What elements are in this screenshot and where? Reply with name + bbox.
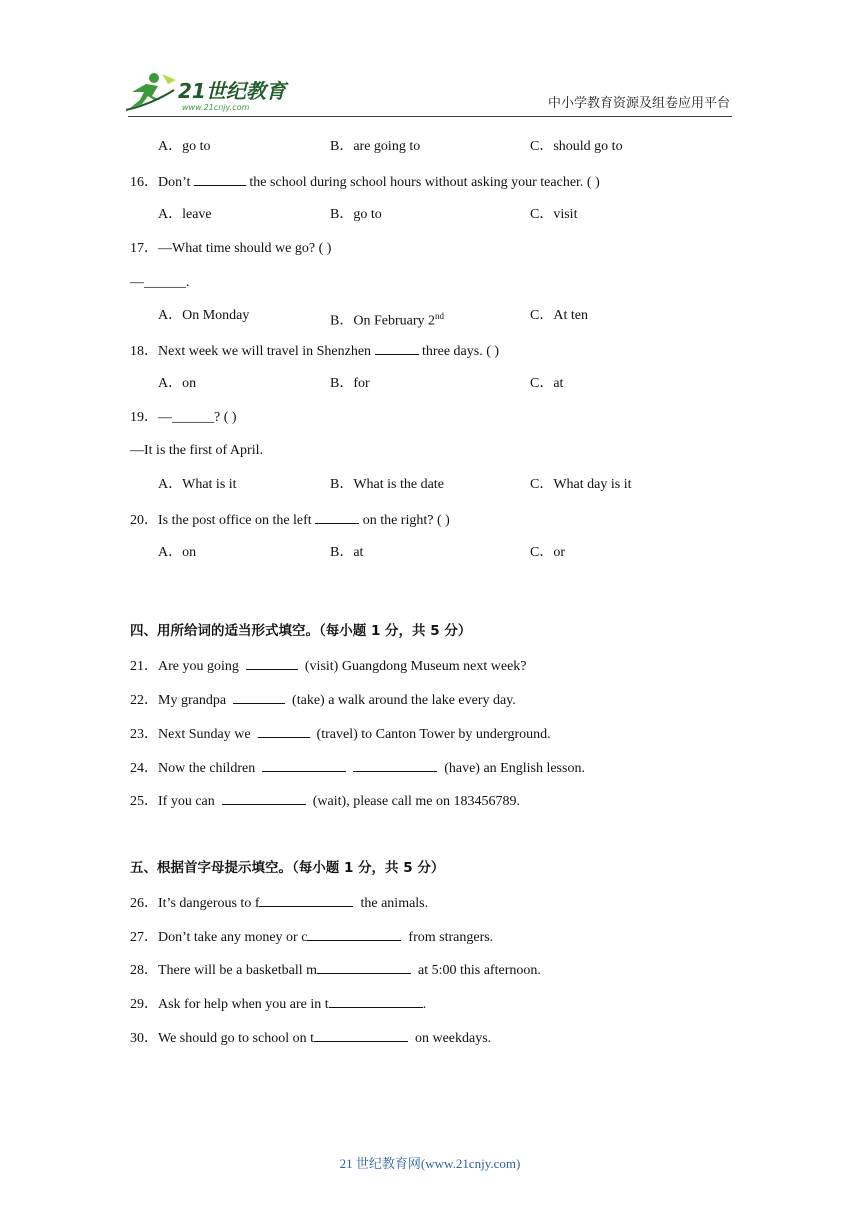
question-26: 26．It’s dangerous to f the animals. — [130, 892, 428, 914]
answer-blank[interactable] — [375, 340, 419, 355]
answer-blank[interactable] — [353, 757, 437, 772]
answer-blank[interactable] — [329, 993, 423, 1008]
answer-blank[interactable] — [258, 723, 310, 738]
q17-answer-line: —______. — [130, 275, 190, 290]
question-23: 23．Next Sunday we (travel) to Canton Tower by underground. — [130, 723, 551, 745]
answer-blank[interactable] — [222, 790, 306, 805]
q15-option-b: B．are going to — [330, 139, 421, 154]
q20-option-b: B．at — [330, 545, 364, 560]
site-logo — [122, 70, 292, 114]
q16-option-a: A．leave — [158, 207, 212, 222]
question-22: 22．My grandpa (take) a walk around the lake every day. — [130, 689, 516, 711]
question-17 — [130, 239, 331, 259]
question-24: 24．Now the children (have) an English lesson. — [130, 757, 585, 779]
q15-option-c: C．should go to — [530, 139, 623, 154]
page-footer[interactable]: 21 世纪教育网(www.21cnjy.com) — [339, 1156, 521, 1171]
answer-blank[interactable] — [317, 959, 411, 974]
header-divider — [128, 116, 732, 117]
q17-option-b: B．On February 2nd — [330, 311, 444, 329]
section-5-title: 五、根据首字母提示填空。（每小题 1 分，共 5 分） — [130, 860, 445, 876]
question-number: 19． — [130, 410, 158, 425]
question-30: 30．We should go to school on t on weekdays. — [130, 1027, 491, 1049]
question-29: 29．Ask for help when you are in t . — [130, 993, 426, 1015]
question-number: 16． — [130, 175, 158, 190]
question-28: 28．There will be a basketball m at 5:00 this afternoon. — [130, 959, 541, 981]
runner-logo-icon — [122, 70, 292, 114]
question-text: —______? ( ) — [158, 410, 237, 425]
q19-answer-line: —It is the first of April. — [130, 443, 263, 458]
answer-blank[interactable] — [194, 171, 246, 186]
q19-option-a: A．What is it — [158, 477, 237, 492]
question-21: 21．Are you going (visit) Guangdong Museum next week? — [130, 655, 527, 677]
q20-option-a: A．on — [158, 545, 197, 560]
question-18 — [130, 340, 499, 362]
q15-option-a: A．go to — [158, 139, 211, 154]
answer-blank[interactable] — [315, 509, 359, 524]
answer-blank[interactable] — [233, 689, 285, 704]
q16-option-b: B．go to — [330, 207, 382, 222]
q18-option-a: A．on — [158, 376, 197, 391]
q19-option-b: B．What is the date — [330, 477, 444, 492]
svg-text:21世纪教育: 21世纪教育 — [178, 79, 286, 103]
q17-option-a: A．On Monday — [158, 308, 250, 323]
question-text-after: three days. ( ) — [422, 344, 500, 359]
question-number: 17． — [130, 241, 158, 256]
answer-blank[interactable] — [307, 926, 401, 941]
q18-option-c: C．at — [530, 376, 564, 391]
q17-option-c: C．At ten — [530, 308, 588, 323]
question-19 — [130, 408, 237, 428]
question-text-after: the school during school hours without asking your teacher. ( ) — [249, 175, 600, 190]
q20-option-c: C．or — [530, 545, 565, 560]
platform-tagline: 中小学教育资源及组卷应用平台 — [547, 96, 730, 111]
question-text: —What time should we go? ( ) — [158, 241, 332, 256]
question-16 — [130, 171, 600, 193]
question-number: 18． — [130, 344, 158, 359]
q16-option-c: C．visit — [530, 207, 578, 222]
question-number: 20． — [130, 513, 158, 528]
answer-blank[interactable] — [314, 1027, 408, 1042]
question-text-before: Don’t — [158, 175, 191, 190]
question-25: 25．If you can (wait), please call me on 183456789. — [130, 790, 520, 812]
section-4-title: 四、用所给词的适当形式填空。（每小题 1 分，共 5 分） — [130, 623, 472, 639]
svg-text:www.21cnjy.com: www.21cnjy.com — [182, 103, 250, 112]
answer-blank[interactable] — [259, 892, 353, 907]
question-20 — [130, 509, 450, 531]
question-text-after: on the right? ( ) — [362, 513, 450, 528]
q19-option-c: C．What day is it — [530, 477, 632, 492]
question-27: 27．Don’t take any money or c from strangers. — [130, 926, 493, 948]
question-text-before: Is the post office on the left — [158, 513, 312, 528]
answer-blank[interactable] — [262, 757, 346, 772]
q18-option-b: B．for — [330, 376, 370, 391]
answer-blank[interactable] — [246, 655, 298, 670]
question-text-before: Next week we will travel in Shenzhen — [158, 344, 372, 359]
